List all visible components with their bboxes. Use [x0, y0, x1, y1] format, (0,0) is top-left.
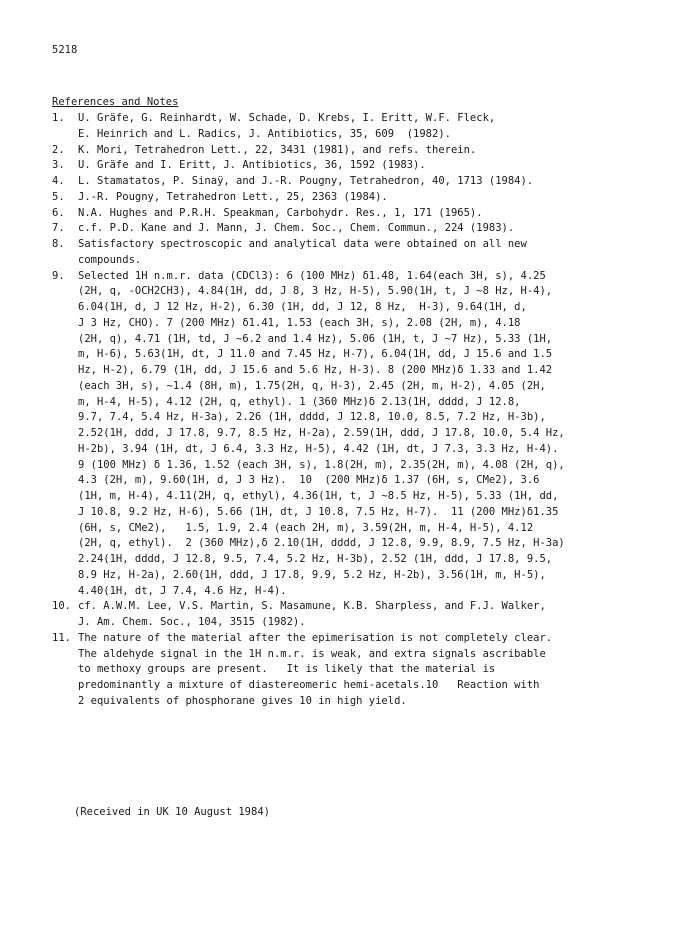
reference-line: 4.3 (2H, m), 9.60(1H, d, J 3 Hz). 10 (200 MHz)δ 1.37 (6H, s, CMe2), 3.6: [78, 474, 540, 487]
reference-line: The nature of the material after the epimerisation is not completely clear.: [78, 631, 553, 644]
reference-line: J 10.8, 9.2 Hz, H-6), 5.66 (1H, dt, J 10.8, 7.5 Hz, H-7). 11 (200 MHz)δ1.35: [78, 505, 559, 518]
reference-line: 2.52(1H, ddd, J 17.8, 9.7, 8.5 Hz, H-2a), 2.59(1H, ddd, J 17.8, 10.0, 5.4 Hz,: [78, 427, 565, 439]
reference-line: J.-R. Pougny, Tetrahedron Lett., 25, 2363 (1984).: [78, 190, 388, 203]
reference-line: U. Gräfe and I. Eritt, J. Antibiotics, 36, 1592 (1983).: [78, 159, 426, 172]
reference-line: U. Gräfe, G. Reinhardt, W. Schade, D. Krebs, I. Eritt, W.F. Fleck,: [78, 112, 496, 124]
reference-number: 9.: [52, 269, 65, 282]
reference-line: 4.40(1H, dt, J 7.4, 4.6 Hz, H-4).: [78, 584, 287, 597]
reference-line: 6.04(1H, d, J 12 Hz, H-2), 6.30 (1H, dd, J 12, 8 Hz, H-3), 9.64(1H, d,: [78, 301, 527, 313]
reference-number: 5.: [52, 190, 65, 203]
reference-line: c.f. P.D. Kane and J. Mann, J. Chem. Soc., Chem. Commun., 224 (1983).: [78, 222, 515, 235]
reference-line: Hz, H-2), 6.79 (1H, dd, J 15.6 and 5.6 Hz, H-3). 8 (200 MHz)δ 1.33 and 1.42: [78, 364, 553, 376]
reference-line: m, H-4, H-5), 4.12 (2H, q, ethyl). 1 (360 MHz)δ 2.13(1H, dddd, J 12.8,: [78, 395, 521, 408]
reference-number: 7.: [52, 222, 65, 235]
reference-number: 8.: [52, 238, 65, 250]
reference-number: 2.: [52, 143, 65, 156]
received-date: (Received in UK 10 August 1984): [74, 806, 270, 818]
reference-line: K. Mori, Tetrahedron Lett., 22, 3431 (1981), and refs. therein.: [78, 143, 477, 156]
reference-line: 9 (100 MHz) δ 1.36, 1.52 (each 3H, s), 1.8(2H, m), 2.35(2H, m), 4.08 (2H, q),: [78, 458, 565, 471]
reference-item: [0, 158, 680, 174]
references-heading: References and Notes: [52, 96, 179, 108]
reference-line: J 3 Hz, CHO). 7 (200 MHz) δ1.41, 1.53 (each 3H, s), 2.08 (2H, m), 4.18: [78, 316, 521, 329]
reference-line: cf. A.W.M. Lee, V.S. Martin, S. Masamune, K.B. Sharpless, and F.J. Walker,: [78, 600, 546, 613]
reference-number: 10.: [52, 600, 71, 613]
reference-number: 4.: [52, 175, 65, 187]
reference-number: 11.: [52, 631, 71, 644]
reference-line: (2H, q), 4.71 (1H, td, J ~6.2 and 1.4 Hz), 5.06 (1H, t, J ~7 Hz), 5.33 (1H,: [78, 332, 553, 345]
reference-line: L. Stamatatos, P. Sinaÿ, and J.-R. Pougny, Tetrahedron, 40, 1713 (1984).: [78, 175, 534, 187]
reference-line: N.A. Hughes and P.R.H. Speakman, Carbohydr. Res., 1, 171 (1965).: [78, 206, 483, 219]
reference-line: m, H-6), 5.63(1H, dt, J 11.0 and 7.45 Hz, H-7), 6.04(1H, dd, J 15.6 and 1.5: [78, 348, 553, 361]
reference-line: 9.7, 7.4, 5.4 Hz, H-3a), 2.26 (1H, dddd, J 12.8, 10.0, 8.5, 7.2 Hz, H-3b),: [78, 411, 546, 424]
references-list: [0, 111, 680, 710]
reference-line: predominantly a mixture of diastereomeric hemi-acetals.10 Reaction with: [78, 679, 540, 691]
reference-item: [0, 237, 680, 269]
reference-line: H-2b), 3.94 (1H, dt, J 6.4, 3.3 Hz, H-5), 4.42 (1H, dt, J 7.3, 3.3 Hz, H-4).: [78, 442, 559, 455]
reference-line: (6H, s, CMe2), 1.5, 1.9, 2.4 (each 2H, m), 3.59(2H, m, H-4, H-5), 4.12: [78, 521, 534, 534]
reference-line: E. Heinrich and L. Radics, J. Antibiotics, 35, 609 (1982).: [78, 127, 451, 140]
reference-line: (2H, q, ethyl). 2 (360 MHz),δ 2.10(1H, dddd, J 12.8, 9.9, 8.9, 7.5 Hz, H-3a): [78, 537, 565, 550]
reference-line: compounds.: [78, 253, 142, 266]
reference-line: J. Am. Chem. Soc., 104, 3515 (1982).: [78, 616, 306, 628]
reference-item: [0, 143, 680, 159]
reference-item: [0, 190, 680, 206]
reference-line: 2.24(1H, dddd, J 12.8, 9.5, 7.4, 5.2 Hz, H-3b), 2.52 (1H, ddd, J 17.8, 9.5,: [78, 553, 553, 565]
page-number: 5218: [52, 44, 78, 56]
reference-line: The aldehyde signal in the 1H n.m.r. is weak, and extra signals ascribable: [78, 647, 546, 660]
reference-line: (1H, m, H-4), 4.11(2H, q, ethyl), 4.36(1H, t, J ~8.5 Hz, H-5), 5.33 (1H, dd,: [78, 490, 559, 502]
reference-item: [0, 206, 680, 222]
reference-line: Satisfactory spectroscopic and analytical data were obtained on all new: [78, 238, 527, 250]
reference-line: (2H, q, -OCH2CH3), 4.84(1H, dd, J 8, 3 Hz, H-5), 5.90(1H, t, J ~8 Hz, H-4),: [78, 285, 553, 298]
reference-item: [0, 599, 680, 631]
reference-line: 2 equivalents of phosphorane gives 10 in high yield.: [78, 694, 407, 707]
reference-line: 8.9 Hz, H-2a), 2.60(1H, ddd, J 17.8, 9.9, 5.2 Hz, H-2b), 3.56(1H, m, H-5),: [78, 568, 546, 581]
reference-number: 3.: [52, 159, 65, 172]
reference-item: [0, 631, 680, 710]
reference-item: [0, 221, 680, 237]
reference-item: [0, 174, 680, 190]
reference-item: [0, 269, 680, 600]
reference-number: 1.: [52, 112, 65, 124]
reference-number: 6.: [52, 206, 65, 219]
reference-item: [0, 111, 680, 143]
reference-line: Selected 1H n.m.r. data (CDCl3): 6 (100 MHz) δ1.48, 1.64(each 3H, s), 4.25: [78, 269, 546, 282]
reference-line: (each 3H, s), ~1.4 (8H, m), 1.75(2H, q, H-3), 2.45 (2H, m, H-2), 4.05 (2H,: [78, 379, 546, 392]
reference-line: to methoxy groups are present. It is likely that the material is: [78, 663, 496, 676]
